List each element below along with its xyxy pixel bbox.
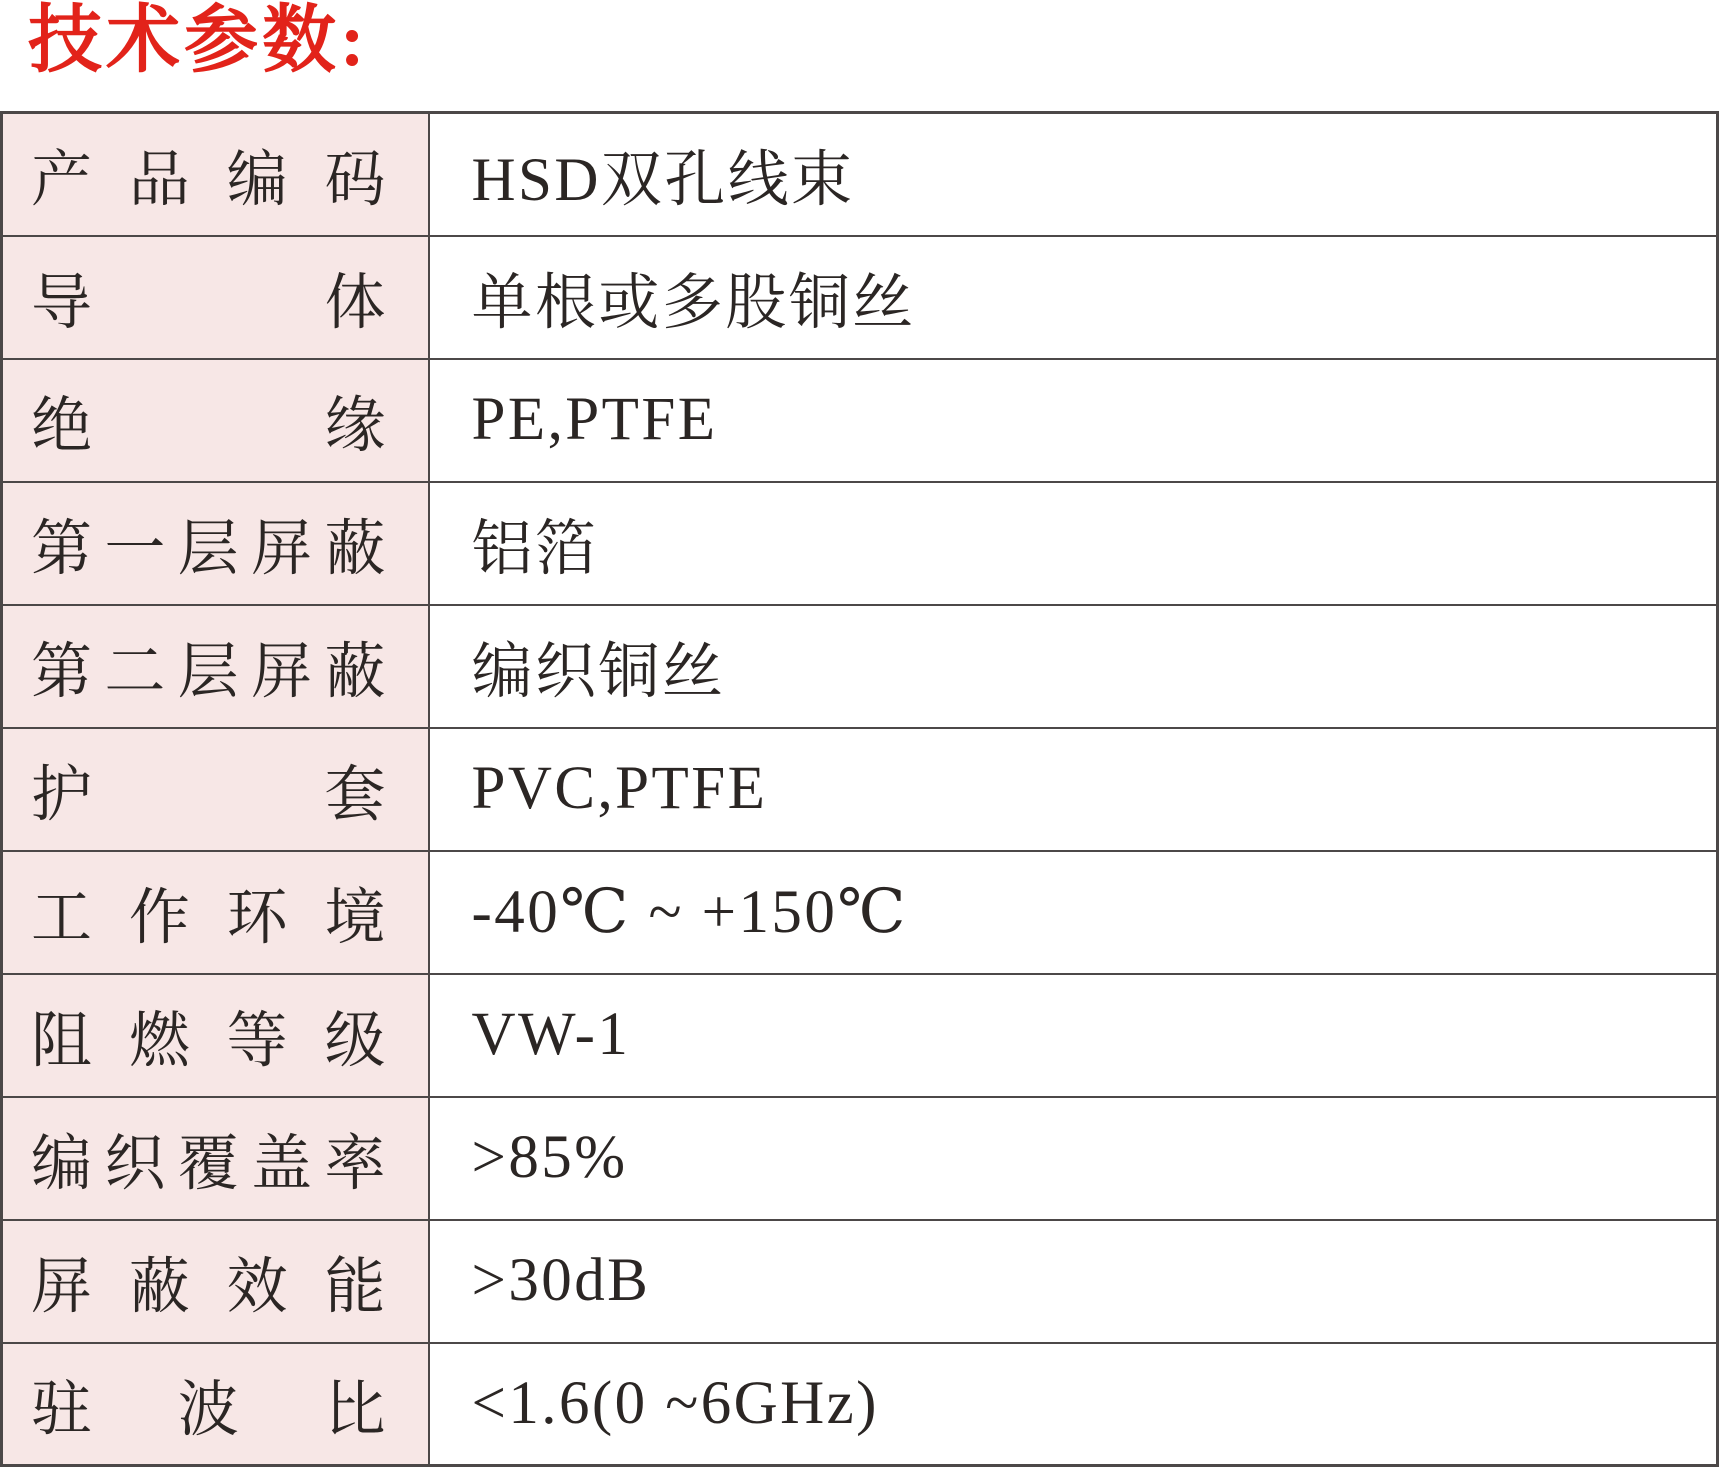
param-value: VW-1 xyxy=(429,974,1718,1097)
param-value: >85% xyxy=(429,1097,1718,1220)
param-value: 铝箔 xyxy=(429,482,1718,605)
param-label: 屏蔽效能 xyxy=(2,1220,429,1343)
param-label: 阻燃等级 xyxy=(2,974,429,1097)
table-row xyxy=(2,851,1718,974)
table-row xyxy=(2,974,1718,1097)
table-row xyxy=(2,359,1718,482)
param-label: 导体 xyxy=(2,236,429,359)
param-label: 第一层屏蔽 xyxy=(2,482,429,605)
param-value: -40℃ ~ +150℃ xyxy=(429,851,1718,974)
param-label: 绝缘 xyxy=(2,359,429,482)
table-row xyxy=(2,605,1718,728)
param-label: 护套 xyxy=(2,728,429,851)
param-label: 编织覆盖率 xyxy=(2,1097,429,1220)
param-value: 单根或多股铜丝 xyxy=(429,236,1718,359)
param-value: 编织铜丝 xyxy=(429,605,1718,728)
param-label: 第二层屏蔽 xyxy=(2,605,429,728)
param-value: PE,PTFE xyxy=(429,359,1718,482)
param-label: 驻波比 xyxy=(2,1343,429,1466)
param-value: PVC,PTFE xyxy=(429,728,1718,851)
table-row xyxy=(2,113,1718,236)
param-label: 工作环境 xyxy=(2,851,429,974)
param-label: 产品编码 xyxy=(2,113,429,236)
table-row xyxy=(2,1220,1718,1343)
param-value: <1.6(0 ~6GHz) xyxy=(429,1343,1718,1466)
param-value: >30dB xyxy=(429,1220,1718,1343)
param-value: HSD双孔线束 xyxy=(429,113,1718,236)
table-row xyxy=(2,1343,1718,1466)
technical-parameters-table xyxy=(0,111,1719,1467)
table-row xyxy=(2,728,1718,851)
table-row xyxy=(2,236,1718,359)
table-row xyxy=(2,482,1718,605)
table-row xyxy=(2,1097,1718,1220)
page-title: 技术参数: xyxy=(28,0,369,82)
